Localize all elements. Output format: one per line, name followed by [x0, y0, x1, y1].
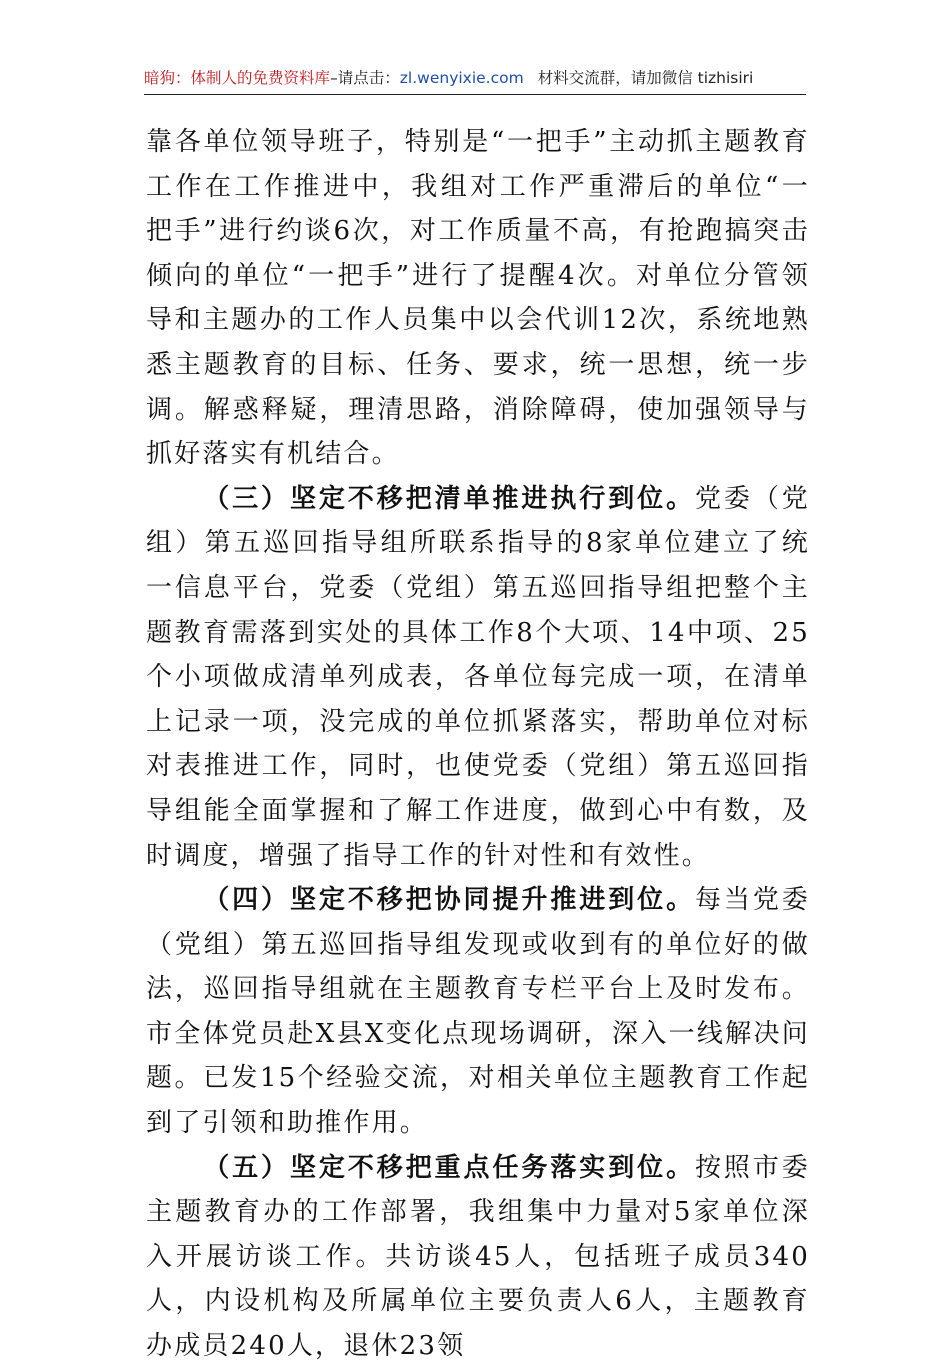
- paragraph-1-text: 靠各单位领导班子，特别是“一把手”主动抓主题教育工作在工作推进中，我组对工作严重滞后的单位“一把手”进行约谈6次，对工作质量不高，有抢跑搞突击倾向的单位“一把手”进行了提醒4次。对单位分管领导和主题办的工作人员集中以会代训12次，系统地熟悉主题教育的目标、任务、要求，统一思想，统一步调。解惑释疑，理清思路，消除障碍，使加强领导与抓好落实有机结合。: [146, 127, 810, 470]
- document-body: [146, 120, 810, 1369]
- paragraph-3-heading: （四）坚定不移把协同提升推进到位。: [203, 885, 695, 916]
- paragraph-4-heading: （五）坚定不移把重点任务落实到位。: [203, 1152, 695, 1183]
- page-header: [144, 62, 806, 95]
- header-brand: 暗狗：体制人的免费资料库: [144, 69, 331, 87]
- paragraph-2: [146, 477, 810, 878]
- header-click-prompt: –请点击：: [330, 69, 400, 87]
- paragraph-4: [146, 1146, 810, 1369]
- paragraph-3: [146, 878, 810, 1146]
- header-group-info: 材料交流群，请加微信 tizhisiri: [537, 69, 754, 87]
- paragraph-2-text: 党委（党组）第五巡回指导组所联系指导的8家单位建立了统一信息平台，党委（党组）第五巡回指导组把整个主题教育需落到实处的具体工作8个大项、14中项、25个小项做成清单列成表，各单位每完成一项，在清单上记录一项，没完成的单位抓紧落实，帮助单位对标对表推进工作，同时，也使党委（党组）第五巡回指导组能全面掌握和了解工作进度，做到心中有数，及时调度，增强了指导工作的针对性和有效性。: [146, 483, 810, 871]
- paragraph-2-heading: （三）坚定不移把清单推进执行到位。: [203, 483, 695, 514]
- paragraph-3-text: 每当党委（党组）第五巡回指导组发现或收到有的单位好的做法，巡回指导组就在主题教育专栏平台上及时发布。市全体党员赴X县X变化点现场调研，深入一线解决问题。已发15个经验交流，对相关单位主题教育工作起到了引领和助推作用。: [146, 885, 810, 1139]
- paragraph-4-text: 按照市委主题教育办的工作部署，我组集中力量对5家单位深入开展访谈工作。共访谈45人，包括班子成员340人，内设机构及所属单位主要负责人6人，主题教育办成员240人，退休23领: [146, 1152, 810, 1362]
- header-url-link[interactable]: zl.wenyixie.com: [399, 69, 524, 87]
- paragraph-1: [146, 120, 810, 477]
